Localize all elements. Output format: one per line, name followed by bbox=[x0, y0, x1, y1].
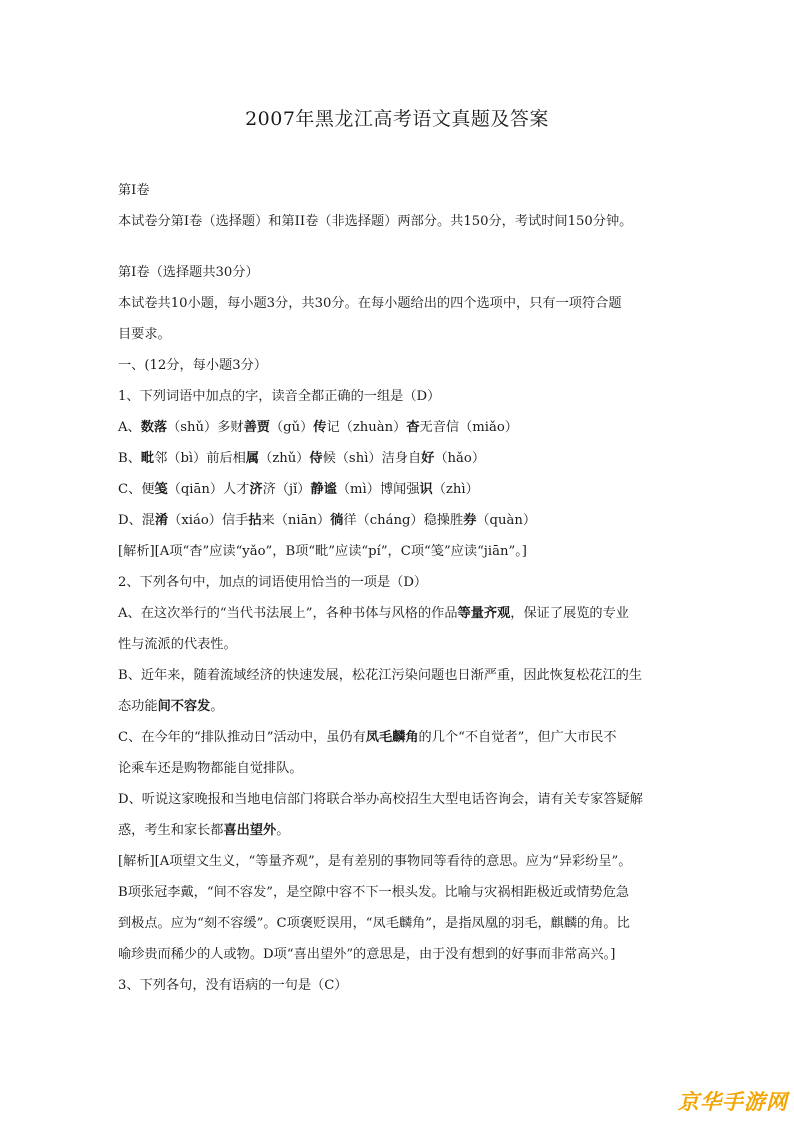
paragraph-line: 到极点。应为“刻不容缓”。C项褒贬误用，“凤毛麟角”，是指凤凰的羽毛，麒麟的角。比 bbox=[118, 916, 630, 931]
dotted-word: 侍 bbox=[309, 451, 323, 466]
dotted-word: 徜 bbox=[330, 513, 344, 528]
option-text: A、在这次举行的“当代书法展上”，各种书体与风格的作品 bbox=[118, 606, 458, 621]
option-text: A、 bbox=[118, 420, 141, 435]
option-text: ，保证了展览的专业 bbox=[510, 606, 629, 621]
paragraph-line: B项张冠李戴，“间不容发”，是空隙中容不下一根头发。比喻与灾祸相距极近或情势危急 bbox=[118, 885, 630, 900]
option-text: 邻（bì）前后相 bbox=[154, 451, 246, 466]
question-2-option-a bbox=[118, 598, 678, 629]
option-text: （hǎo） bbox=[434, 451, 486, 466]
paragraph-line bbox=[118, 691, 678, 722]
option-text: C、便 bbox=[118, 482, 155, 497]
dotted-word: 凤毛麟角 bbox=[365, 730, 419, 745]
option-text: 。 bbox=[210, 699, 224, 714]
option-text: 记（zhuàn） bbox=[326, 420, 407, 435]
question-1-analysis: [解析][A项“杳”应读“yǎo”，B项“毗”应读“pí”，C项“笺”应读“jiān”。] bbox=[118, 544, 527, 559]
option-text: 无音信（miǎo） bbox=[419, 420, 518, 435]
dotted-word: 杳 bbox=[406, 420, 420, 435]
dotted-word: 数落 bbox=[140, 420, 168, 435]
paragraph-line: 本试卷共10小题，每小题3分，共30分。在每小题给出的四个选项中，只有一项符合题 bbox=[118, 296, 622, 311]
option-text: （xiáo）信手 bbox=[168, 513, 249, 528]
option-text: C、在今年的“排队推动日”活动中，虽仍有 bbox=[118, 730, 366, 745]
dotted-word: 属 bbox=[245, 451, 260, 466]
option-text: （gǔ） bbox=[269, 420, 314, 435]
paragraph-gap bbox=[118, 237, 678, 257]
option-text: 徉（cháng）稳操胜 bbox=[343, 513, 464, 528]
dotted-word: 善贾 bbox=[243, 420, 270, 435]
paragraph-line: 目要求。 bbox=[118, 327, 171, 342]
question-3-stem: 3、下列各句，没有语病的一句是（C） bbox=[118, 978, 348, 993]
dotted-word: 喜出望外 bbox=[223, 823, 277, 838]
option-text: （mì）博闻强 bbox=[336, 482, 420, 497]
section-heading: 第Ⅰ卷（选择题共30分） bbox=[118, 265, 259, 280]
section-heading: 第Ⅰ卷 bbox=[118, 183, 150, 198]
document-body bbox=[118, 175, 678, 1001]
paragraph-line bbox=[118, 815, 678, 846]
paragraph-line: 论乘车还是购物都能自觉排队。 bbox=[118, 761, 303, 776]
question-2-option-b: B、近年来，随着流域经济的快速发展，松花江污染问题也日渐严重，因此恢复松花江的生 bbox=[118, 668, 642, 683]
dotted-word: 间不容发 bbox=[157, 699, 211, 714]
dotted-word: 券 bbox=[463, 513, 477, 528]
question-2-stem: 2、下列各句中，加点的词语使用恰当的一项是（D） bbox=[118, 575, 428, 590]
question-1-option-d bbox=[118, 505, 678, 536]
dotted-word: 济 bbox=[249, 482, 263, 497]
option-text: D、混 bbox=[118, 513, 155, 528]
paragraph-line: 本试卷分第Ⅰ卷（选择题）和第II卷（非选择题）两部分。共150分，考试时间150分钟。 bbox=[118, 214, 633, 229]
dotted-word: 好 bbox=[421, 451, 435, 466]
question-1-stem: 1、下列词语中加点的字，读音全都正确的一组是（D） bbox=[118, 389, 441, 404]
option-text: 的几个“不自觉者”，但广大市民不 bbox=[418, 730, 617, 745]
paragraph-line: 喻珍贵而稀少的人或物。D项“喜出望外”的意思是，由于没有想到的好事而非常高兴。] bbox=[118, 947, 616, 962]
document-title: 2007年黑龙江高考语文真题及答案 bbox=[245, 108, 549, 130]
question-2-analysis: [解析][A项望文生义，“等量齐观”，是有差别的事物同等看待的意思。应为“异彩纷呈”。 bbox=[118, 854, 632, 869]
option-text: （zhǔ） bbox=[259, 451, 310, 466]
option-text: （shǔ）多财 bbox=[167, 420, 244, 435]
dotted-word: 淆 bbox=[154, 513, 169, 528]
dotted-word: 识 bbox=[419, 482, 433, 497]
question-1-option-b bbox=[118, 443, 678, 474]
dotted-word: 笺 bbox=[154, 482, 168, 497]
dotted-word: 传 bbox=[313, 420, 327, 435]
option-text: （quàn） bbox=[476, 513, 537, 528]
option-text: 候（shì）洁身自 bbox=[322, 451, 422, 466]
option-text: B、 bbox=[118, 451, 141, 466]
option-text: 。 bbox=[276, 823, 290, 838]
option-text: 惑，考生和家长都 bbox=[118, 823, 224, 838]
question-1-option-c bbox=[118, 474, 678, 505]
option-text: （zhì） bbox=[432, 482, 479, 497]
option-text: 态功能 bbox=[118, 699, 158, 714]
dotted-word: 等量齐观 bbox=[457, 606, 511, 621]
question-1-option-a bbox=[118, 412, 678, 443]
option-text: 来（niān） bbox=[261, 513, 331, 528]
question-2-option-c bbox=[118, 722, 678, 753]
option-text: （qiān）人才 bbox=[167, 482, 250, 497]
paragraph-line: 性与流派的代表性。 bbox=[118, 637, 237, 652]
question-group-heading: 一、(12分，每小题3分） bbox=[118, 358, 268, 373]
site-watermark: 京华手游网 bbox=[676, 1087, 788, 1117]
dotted-word: 静谧 bbox=[310, 482, 337, 497]
question-2-option-d: D、听说这家晚报和当地电信部门将联合举办高校招生大型电话咨询会，请有关专家答疑解 bbox=[118, 792, 643, 807]
dotted-word: 毗 bbox=[140, 451, 155, 466]
dotted-word: 拈 bbox=[248, 513, 262, 528]
option-text: 济（jǐ） bbox=[262, 482, 311, 497]
